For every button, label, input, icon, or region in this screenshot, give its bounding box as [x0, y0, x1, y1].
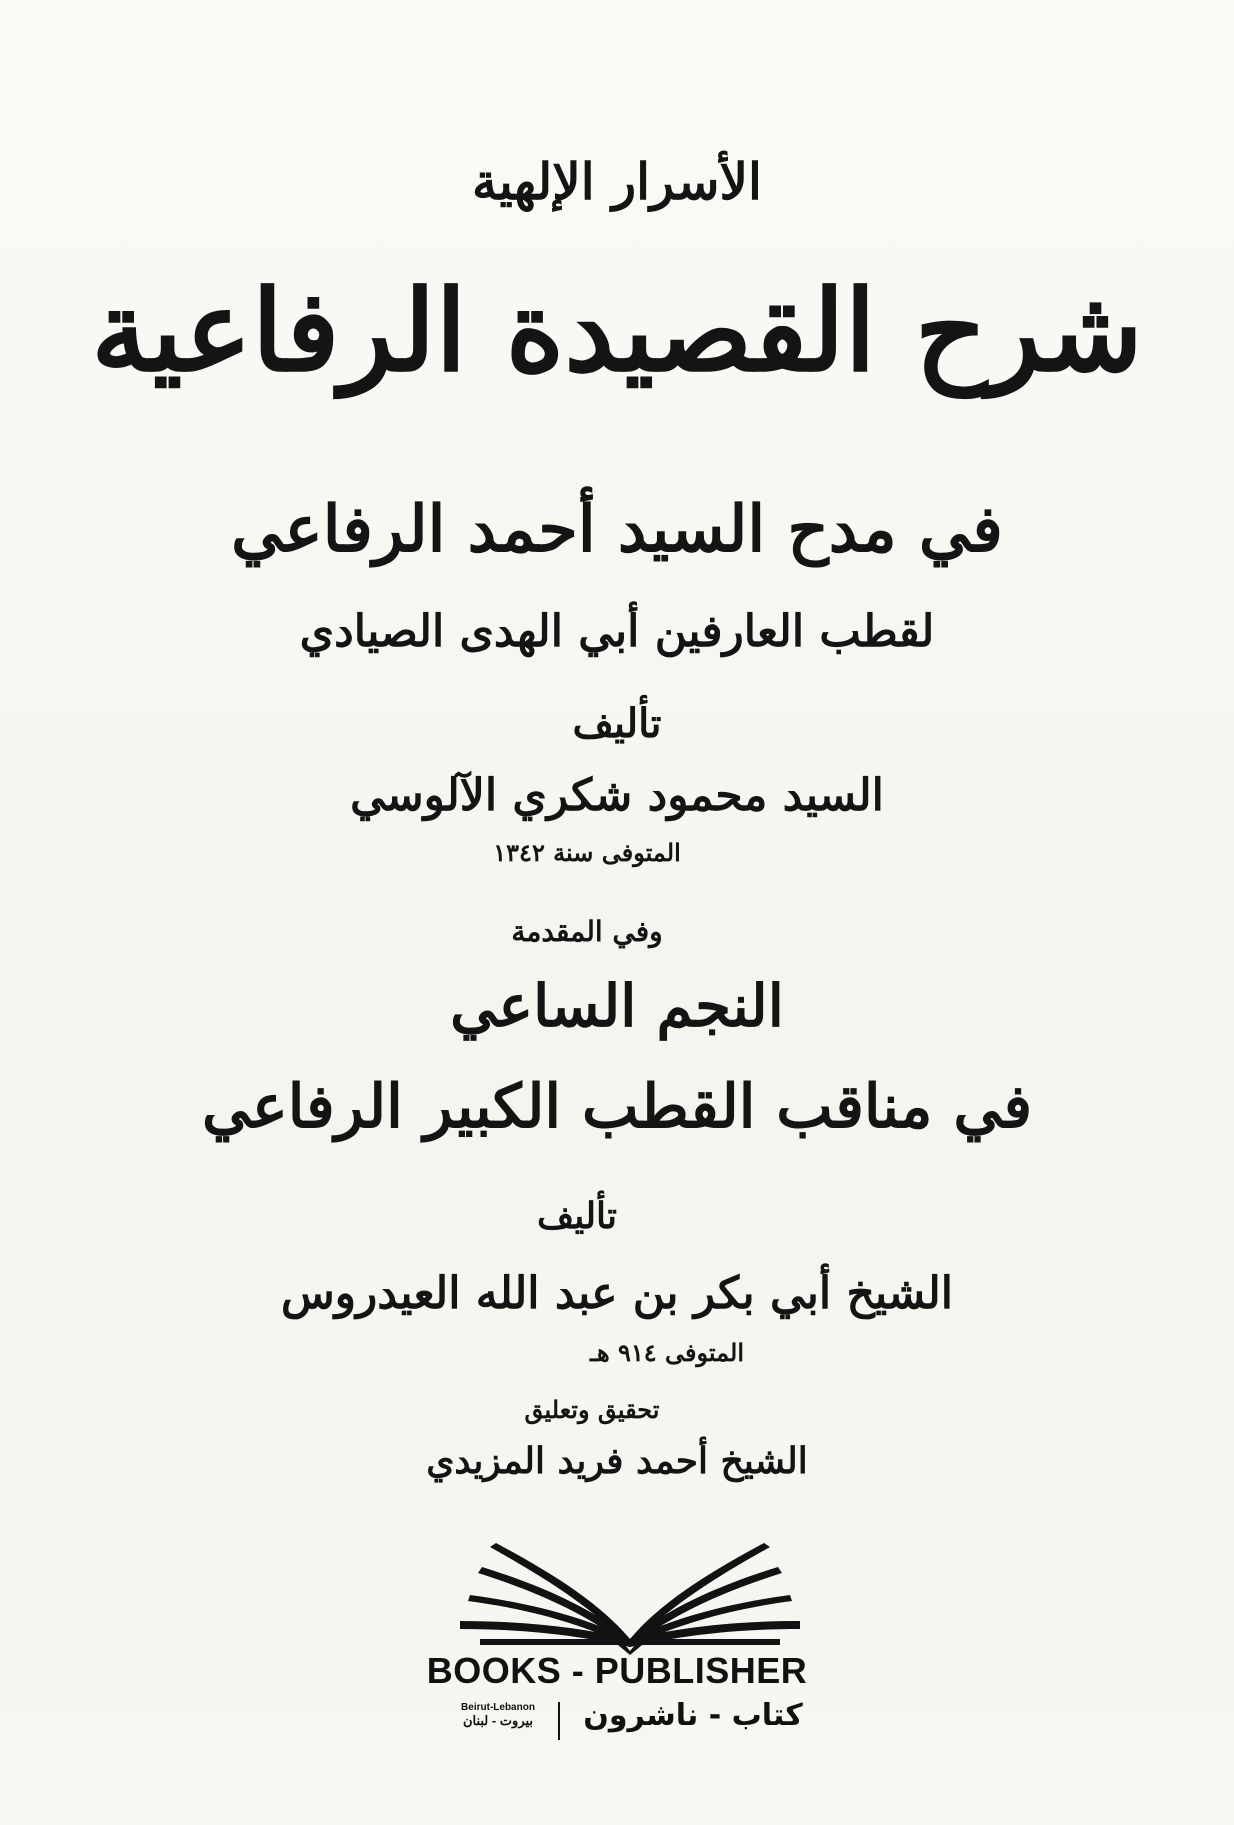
open-book-icon	[460, 1535, 800, 1655]
publisher-divider	[558, 1702, 560, 1740]
subtitle: في مدح السيد أحمد الرفاعي	[231, 492, 1003, 567]
edited-label: تحقيق وتعليق	[524, 1395, 660, 1424]
author-name: السيد محمود شكري الآلوسي	[350, 770, 884, 821]
author-death-year: المتوفى سنة ١٣٤٢	[493, 838, 681, 867]
publisher-city-ar: بيروت - لبنان	[462, 1712, 534, 1728]
publisher-name-en: BOOKS - PUBLISHER	[426, 1650, 808, 1691]
introduction-label: وفي المقدمة	[511, 915, 663, 948]
publisher-city	[444, 1702, 552, 1728]
introduction-title: النجم الساعي	[450, 972, 784, 1040]
publisher-imprint	[440, 1698, 820, 1746]
editor-name: الشيخ أحمد فريد المزيدي	[426, 1440, 808, 1482]
commentary-attribution: لقطب العارفين أبي الهدى الصيادي	[299, 606, 935, 657]
main-title: شرح القصيدة الرفاعية	[91, 266, 1143, 397]
publisher-name-ar: كتاب - ناشرون	[583, 1698, 803, 1733]
series-title: الأسرار الإلهية	[472, 152, 762, 211]
publisher-city-en: Beirut-Lebanon	[461, 1702, 535, 1713]
second-author-name: الشيخ أبي بكر بن عبد الله العيدروس	[280, 1268, 954, 1319]
authored-label-second: تأليف	[536, 1195, 618, 1237]
second-author-death-year: المتوفى ٩١٤ هـ	[589, 1338, 745, 1367]
authored-label: تأليف	[572, 700, 662, 747]
introduction-subtitle: في مناقب القطب الكبير الرفاعي	[201, 1072, 1033, 1142]
